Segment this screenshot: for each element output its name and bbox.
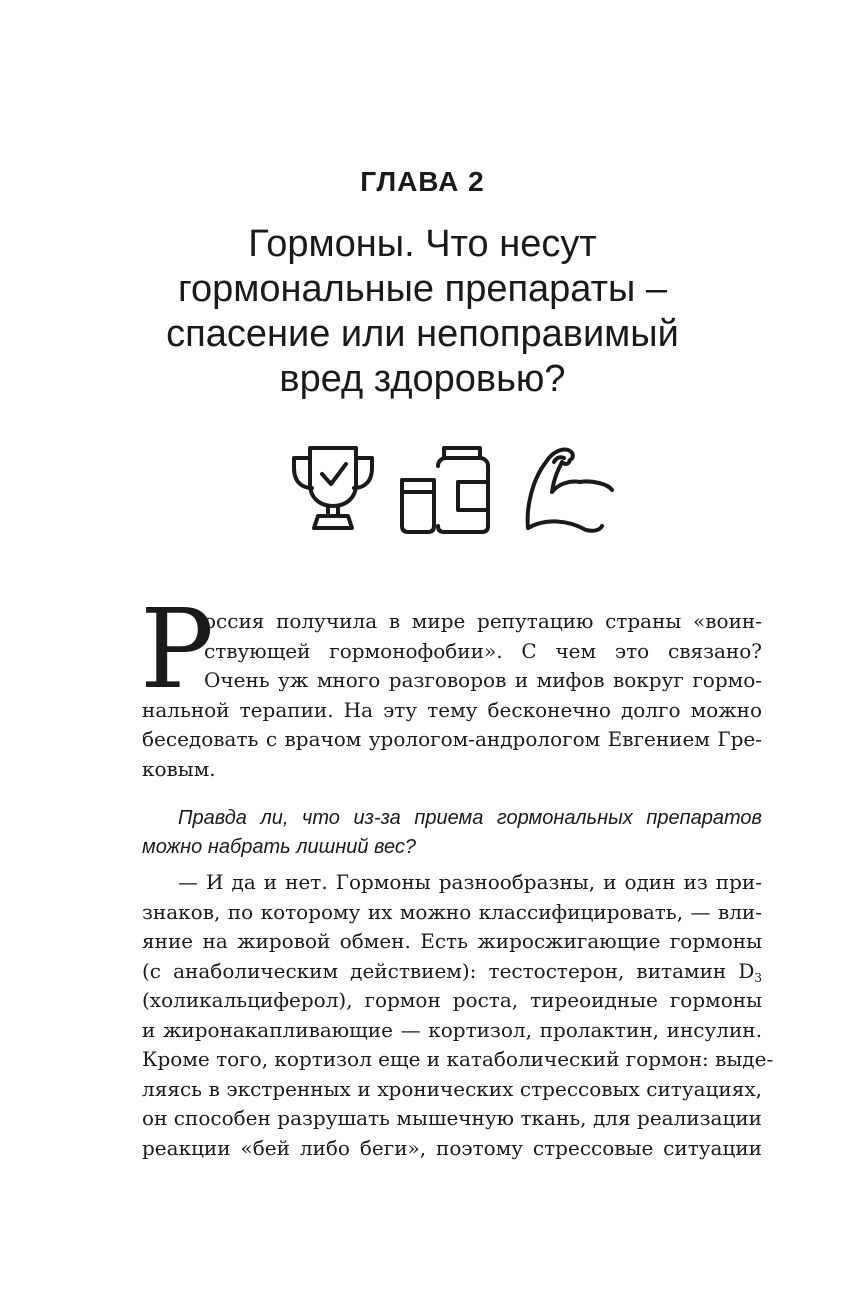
- text-line: нальной терапии. На эту тему бесконечно долго можно: [142, 697, 762, 722]
- drop-cap: Р: [140, 585, 215, 713]
- text-line: ствующей гормонофобии». С чем это связано?: [204, 638, 762, 663]
- text-line-vitamin: [142, 957, 762, 987]
- text-line: беседовать с врачом урологом-андрологом Евгением Гре-: [142, 727, 762, 751]
- flexed-arm-icon: [524, 444, 616, 536]
- vitamin-subscript: 3: [754, 970, 762, 985]
- text-line: знаков, по которому их можно классифицировать, — вли-: [142, 899, 762, 924]
- text-line: (холикальциферол), гормон роста, тиреоидные гормоны: [142, 988, 762, 1012]
- interview-question: [142, 804, 762, 862]
- chapter-title: [100, 222, 745, 402]
- answer-paragraph: [142, 868, 774, 1163]
- text-line: яние на жировой обмен. Есть жиросжигающие гормоны: [142, 929, 762, 953]
- chapter-title-line: Гормоны. Что несут: [248, 223, 597, 265]
- text-line: оссия получила в мире репутацию страны «воин-: [204, 609, 762, 633]
- vitamin-text: (с анаболическим действием): тестостерон, витамин D: [142, 958, 755, 983]
- text-line: — И да и нет. Гормоны разнообразны, и один из при-: [178, 870, 762, 894]
- question-line: можно набрать лишний вес?: [142, 836, 417, 858]
- chapter-title-line: вред здоровью?: [279, 358, 566, 400]
- chapter-title-line: гормональные препараты –: [177, 268, 668, 310]
- question-line: Правда ли, что из-за приема гормональных препаратов: [178, 807, 762, 829]
- text-line: реакции «бей либо беги», поэтому стрессовые ситуации: [142, 1135, 762, 1160]
- chapter-label: ГЛАВА 2: [360, 166, 485, 197]
- trophy-icon: [288, 444, 380, 536]
- supplement-jars-icon: [400, 444, 492, 536]
- text-line: Кроме того, кортизол еще и катаболический гормон: выде-: [142, 1047, 774, 1071]
- text-line: Очень уж много разговоров и мифов вокруг гормо-: [204, 668, 762, 692]
- intro-paragraph: [142, 607, 762, 784]
- text-line: ляясь в экстренных и хронических стрессовых ситуациях,: [142, 1076, 762, 1101]
- text-line: ковым.: [142, 756, 216, 781]
- text-line: он способен разрушать мышечную ткань, для реализации: [142, 1106, 762, 1130]
- chapter-icons: [288, 444, 616, 536]
- chapter-title-line: спасение или непоправимый: [166, 313, 679, 355]
- text-line: и жиронакапливающие — кортизол, пролактин, инсулин.: [142, 1017, 762, 1042]
